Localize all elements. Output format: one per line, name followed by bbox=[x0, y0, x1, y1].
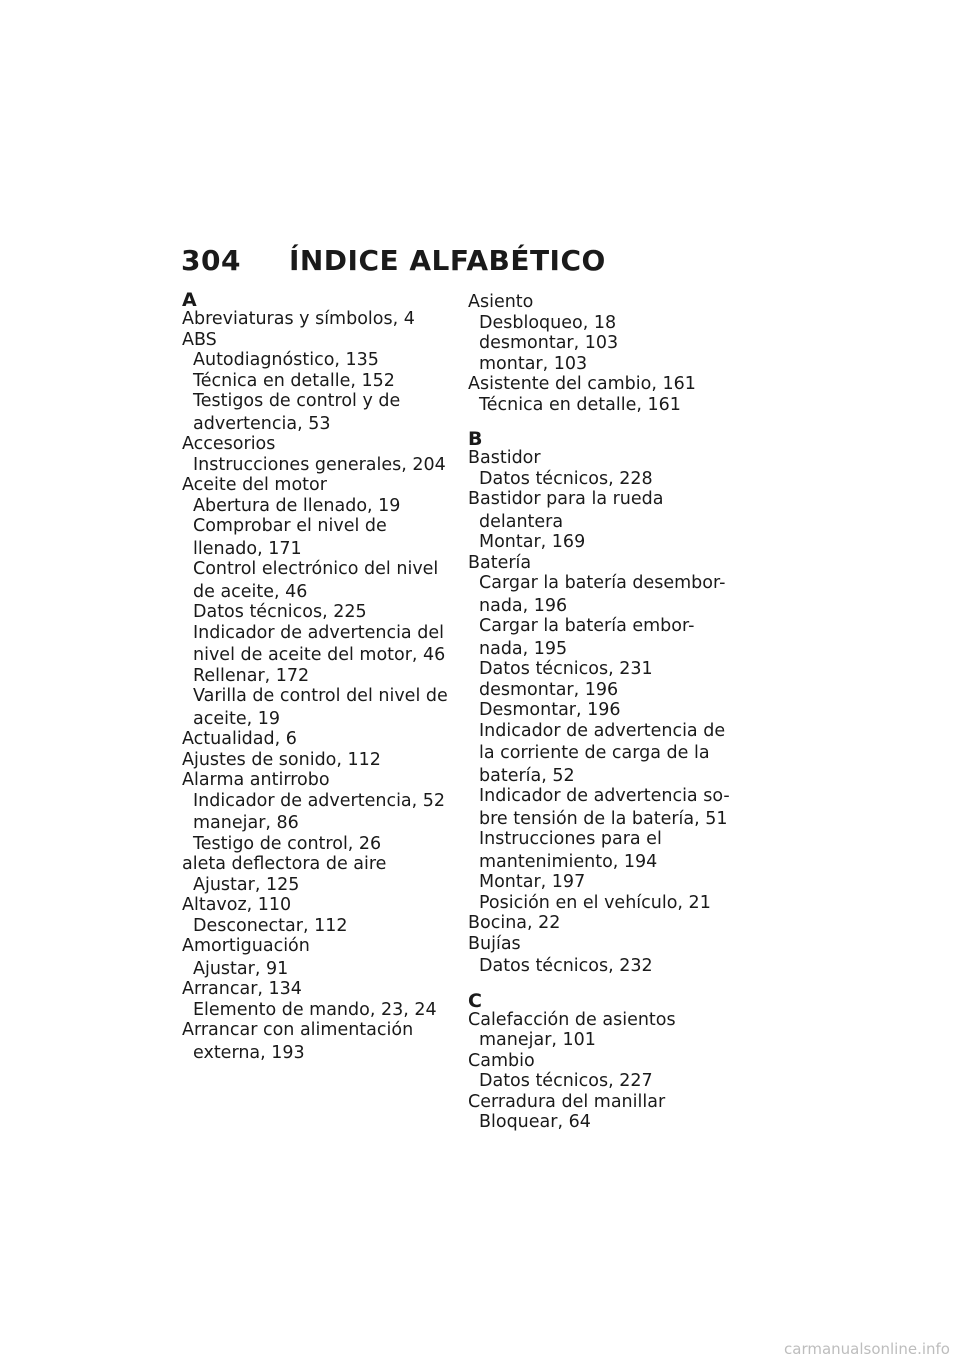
index-term: Actualidad, 6 bbox=[182, 729, 297, 749]
index-subentry: montar, 103 bbox=[479, 353, 588, 374]
index-term: Cambio bbox=[468, 1050, 535, 1071]
index-subentry: manejar, 101 bbox=[479, 1030, 596, 1050]
index-term: Asistente del cambio, 161 bbox=[468, 374, 696, 394]
index-term: aleta deflectora de aire bbox=[182, 854, 387, 874]
page-title: ÍNDICE ALFABÉTICO bbox=[288, 244, 606, 277]
index-subentry: Datos técnicos, 231 bbox=[479, 659, 653, 679]
index-subentry: Posición en el vehículo, 21 bbox=[479, 892, 711, 913]
index-subentry: bre tensión de la batería, 51 bbox=[479, 808, 728, 829]
index-section bbox=[468, 292, 738, 415]
index-term: Aceite del motor bbox=[182, 475, 327, 495]
index-subentry: mantenimiento, 194 bbox=[479, 851, 658, 872]
index-column-right bbox=[468, 292, 738, 1149]
index-subentry: nada, 195 bbox=[479, 638, 568, 659]
index-subentry: manejar, 86 bbox=[193, 813, 299, 833]
index-subentry: Rellenar, 172 bbox=[193, 665, 310, 686]
page-header bbox=[181, 244, 606, 277]
index-subentry: llenado, 171 bbox=[193, 538, 302, 559]
index-subentry: de aceite, 46 bbox=[193, 581, 308, 602]
index-subentry: Indicador de advertencia so- bbox=[479, 786, 730, 806]
index-subentry: Testigo de control, 26 bbox=[193, 833, 382, 854]
index-subentry: Elemento de mando, 23, 24 bbox=[193, 999, 437, 1020]
index-subentry: Indicador de advertencia de bbox=[479, 720, 726, 741]
section-letter: A bbox=[182, 289, 197, 311]
index-subentry: Varilla de control del nivel de bbox=[193, 686, 448, 706]
index-term: Altavoz, 110 bbox=[182, 895, 292, 915]
index-subentry: Datos técnicos, 227 bbox=[479, 1071, 653, 1091]
index-subentry: Autodiagnóstico, 135 bbox=[193, 350, 379, 370]
index-subentry: Desmontar, 196 bbox=[479, 700, 621, 720]
index-term: Alarma antirrobo bbox=[182, 770, 330, 790]
index-subentry: Montar, 169 bbox=[479, 532, 586, 552]
index-subentry: desmontar, 196 bbox=[479, 679, 619, 700]
index-term: Bastidor bbox=[468, 448, 541, 468]
index-subentry: Testigos de control y de bbox=[193, 391, 401, 411]
index-subentry: advertencia, 53 bbox=[193, 413, 331, 434]
index-subentry: Indicador de advertencia del bbox=[193, 622, 444, 643]
index-term: Ajustes de sonido, 112 bbox=[182, 749, 381, 770]
index-subentry: Instrucciones para el bbox=[479, 829, 662, 849]
index-subentry: Indicador de advertencia, 52 bbox=[193, 790, 446, 811]
index-subentry: Abertura de llenado, 19 bbox=[193, 495, 401, 516]
index-subentry: Desbloqueo, 18 bbox=[479, 312, 617, 333]
index-subentry: Técnica en detalle, 152 bbox=[193, 370, 395, 391]
index-term: Arrancar con alimentación bbox=[182, 1020, 414, 1040]
index-subentry: batería, 52 bbox=[479, 765, 575, 786]
index-subentry: Comprobar el nivel de bbox=[193, 516, 387, 536]
index-section bbox=[468, 428, 738, 977]
index-subentry: Datos técnicos, 225 bbox=[193, 602, 367, 622]
index-subentry: Control electrónico del nivel bbox=[193, 559, 439, 579]
index-subentry: Cargar la batería embor- bbox=[479, 616, 695, 636]
index-subentry: Bloquear, 64 bbox=[479, 1112, 591, 1132]
index-term: Abreviaturas y símbolos, 4 bbox=[182, 309, 415, 329]
index-term: Arrancar, 134 bbox=[182, 979, 302, 999]
index-subentry: externa, 193 bbox=[193, 1042, 305, 1063]
index-term: Amortiguación bbox=[182, 936, 310, 956]
index-subentry: la corriente de carga de la bbox=[479, 743, 710, 763]
index-section bbox=[468, 989, 738, 1133]
index-term: Accesorios bbox=[182, 434, 276, 454]
section-letter: B bbox=[468, 428, 483, 450]
index-term: Calefacción de asientos bbox=[468, 1009, 676, 1030]
index-subentry: Ajustar, 125 bbox=[193, 874, 300, 895]
index-term: Cerradura del manillar bbox=[468, 1091, 666, 1112]
index-term: Asiento bbox=[468, 292, 534, 312]
index-subentry: Técnica en detalle, 161 bbox=[479, 394, 681, 415]
index-section bbox=[182, 289, 452, 1063]
index-term: Bujías bbox=[468, 933, 521, 954]
index-subentry: aceite, 19 bbox=[193, 708, 280, 729]
watermark: carmanualsonline.info bbox=[784, 1340, 950, 1358]
index-subentry: Datos técnicos, 232 bbox=[479, 956, 653, 976]
index-subentry: nada, 196 bbox=[479, 595, 568, 616]
index-subentry: Datos técnicos, 228 bbox=[479, 468, 653, 489]
index-subentry: Ajustar, 91 bbox=[193, 958, 289, 979]
index-subentry: Montar, 197 bbox=[479, 872, 586, 892]
index-column-left bbox=[182, 289, 452, 1079]
index-term: Batería bbox=[468, 552, 532, 573]
index-subentry: Desconectar, 112 bbox=[193, 915, 348, 936]
index-term: ABS bbox=[182, 329, 217, 350]
index-subentry: Instrucciones generales, 204 bbox=[193, 454, 446, 475]
index-term: Bastidor para la rueda bbox=[468, 489, 664, 509]
index-subentry: delantera bbox=[479, 511, 564, 532]
page-number: 304 bbox=[181, 244, 241, 277]
section-letter: C bbox=[468, 989, 482, 1012]
index-term: Bocina, 22 bbox=[468, 913, 561, 933]
index-subentry: Cargar la batería desembor- bbox=[479, 573, 726, 593]
index-subentry: nivel de aceite del motor, 46 bbox=[193, 645, 446, 665]
index-subentry: desmontar, 103 bbox=[479, 333, 619, 353]
